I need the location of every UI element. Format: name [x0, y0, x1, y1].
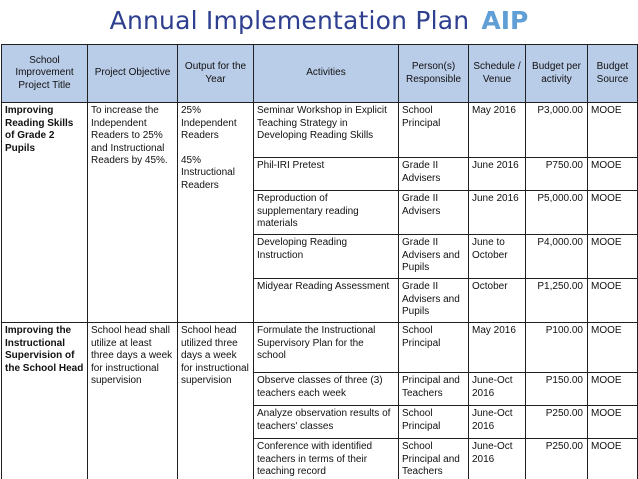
header-budget: Budget per activity: [526, 45, 588, 103]
activity-cell: Reproduction of supplementary reading materials: [254, 191, 399, 235]
activity-cell: Midyear Reading Assessment: [254, 279, 399, 323]
header-row: [2, 45, 638, 103]
budget-cell: P150.00: [526, 373, 588, 406]
header-persons: Person(s) Responsible: [399, 45, 469, 103]
person-cell: School Principal: [399, 323, 469, 373]
budget-cell: P250.00: [526, 406, 588, 439]
aip-table: [1, 44, 638, 479]
project-output: School head utilized three days a week for instructional supervision: [178, 323, 254, 479]
budget-cell: P750.00: [526, 158, 588, 191]
activity-cell: Seminar Workshop in Explicit Teaching Strategy in Developing Reading Skills: [254, 103, 399, 158]
person-cell: Grade II Advisers and Pupils: [399, 235, 469, 279]
table-row: [2, 103, 638, 158]
title-badge: AIP: [481, 5, 529, 35]
person-cell: School Principal: [399, 406, 469, 439]
person-cell: Principal and Teachers: [399, 373, 469, 406]
source-cell: MOOE: [588, 373, 638, 406]
schedule-cell: June-Oct 2016: [469, 373, 526, 406]
budget-cell: P250.00: [526, 439, 588, 479]
project-objective: To increase the Independent Readers to 25% and Instructional Readers by 45%.: [88, 103, 178, 323]
source-cell: MOOE: [588, 406, 638, 439]
budget-cell: P100.00: [526, 323, 588, 373]
budget-cell: P4,000.00: [526, 235, 588, 279]
activity-cell: Phil-IRI Pretest: [254, 158, 399, 191]
source-cell: MOOE: [588, 439, 638, 479]
person-cell: School Principal: [399, 103, 469, 158]
source-cell: MOOE: [588, 158, 638, 191]
header-schedule: Schedule / Venue: [469, 45, 526, 103]
activity-cell: Developing Reading Instruction: [254, 235, 399, 279]
schedule-cell: October: [469, 279, 526, 323]
schedule-cell: June 2016: [469, 191, 526, 235]
header-sipt: School Improvement Project Title: [2, 45, 88, 103]
schedule-cell: June 2016: [469, 158, 526, 191]
output-text: 45% Instructional Readers: [181, 154, 235, 191]
activity-cell: Conference with identified teachers in terms of their teaching record: [254, 439, 399, 479]
budget-cell: P3,000.00: [526, 103, 588, 158]
source-cell: MOOE: [588, 191, 638, 235]
schedule-cell: May 2016: [469, 323, 526, 373]
page-title: Annual Implementation Plan: [109, 5, 470, 35]
header-output: Output for the Year: [178, 45, 254, 103]
header-activities: Activities: [254, 45, 399, 103]
output-text: 25% Independent Readers: [181, 105, 237, 141]
budget-cell: P1,250.00: [526, 279, 588, 323]
project-title: Improving the Instructional Supervision of the School Head: [2, 323, 88, 479]
source-cell: MOOE: [588, 323, 638, 373]
header-objective: Project Objective: [88, 45, 178, 103]
project-output: [178, 103, 254, 323]
project-title: Improving Reading Skills of Grade 2 Pupils: [2, 103, 88, 323]
person-cell: Grade II Advisers: [399, 191, 469, 235]
table-row: [2, 323, 638, 373]
source-cell: MOOE: [588, 103, 638, 158]
source-cell: MOOE: [588, 235, 638, 279]
header-source: Budget Source: [588, 45, 638, 103]
title-bar: [0, 0, 638, 40]
activity-cell: Formulate the Instructional Supervisory Plan for the school: [254, 323, 399, 373]
budget-cell: P5,000.00: [526, 191, 588, 235]
person-cell: School Principal and Teachers: [399, 439, 469, 479]
schedule-cell: June-Oct 2016: [469, 439, 526, 479]
person-cell: Grade II Advisers and Pupils: [399, 279, 469, 323]
schedule-cell: June-Oct 2016: [469, 406, 526, 439]
schedule-cell: June to October: [469, 235, 526, 279]
source-cell: MOOE: [588, 279, 638, 323]
person-cell: Grade II Advisers: [399, 158, 469, 191]
project-objective: School head shall utilize at least three days a week for instructional supervision: [88, 323, 178, 479]
activity-cell: Observe classes of three (3) teachers each week: [254, 373, 399, 406]
activity-cell: Analyze observation results of teachers' classes: [254, 406, 399, 439]
schedule-cell: May 2016: [469, 103, 526, 158]
